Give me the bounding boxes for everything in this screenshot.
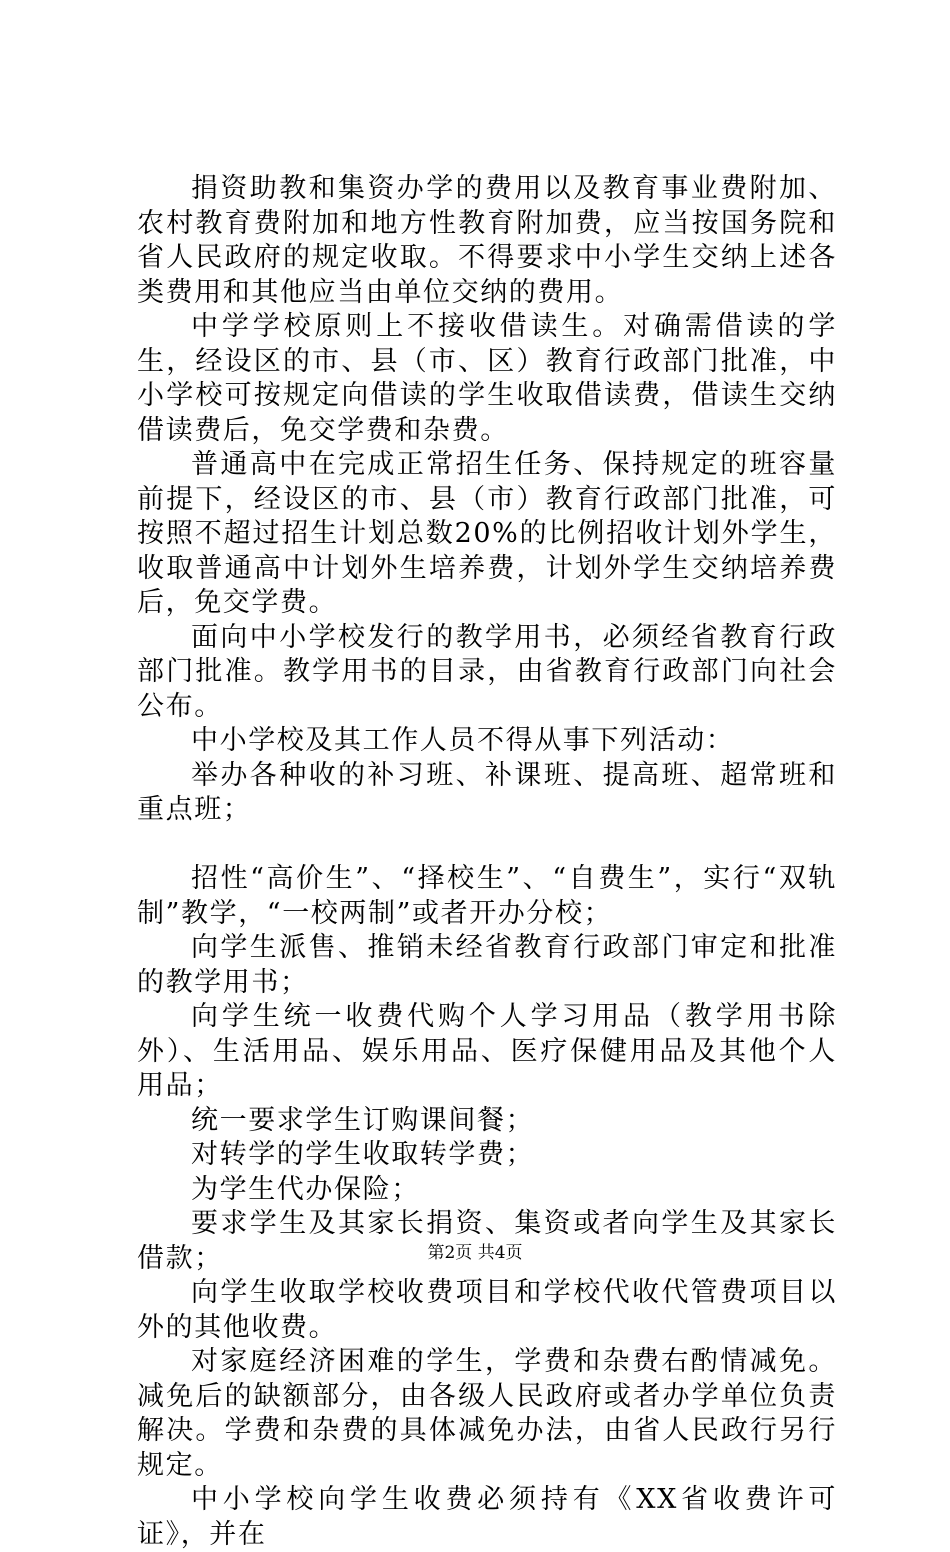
paragraph-fee-reduction: 对家庭经济困难的学生，学费和杂费右酌情减免。减免后的缺额部分，由各级人民政府或者办学单位负责解决。学费和杂费的具体减免办法，由省人民政行另行规定。	[137, 1346, 837, 1481]
document-body	[137, 172, 837, 1552]
paragraph-prohibited-transfer-fee: 对转学的学生收取转学费；	[191, 1139, 535, 1170]
paragraph-prohibited-intro: 中小学校及其工作人员不得从事下列活动：	[191, 725, 735, 756]
paragraph-high-school-quota: 普通高中在完成正常招生任务、保持规定的班容量前提下，经设区的市、县（市）教育行政部门批准，可按照不超过招生计划总数20%的比例招收计划外学生，收取普通高中计划外生培养费，计划外学生交纳培养费后，免交学费。	[137, 449, 837, 618]
paragraph-fees-collection: 捐资助教和集资办学的费用以及教育事业费附加、农村教育费附加和地方性教育附加费，应当按国务院和省人民政府的规定收取。不得要求中小学生交纳上述各类费用和其他应当由单位交纳的费用。	[137, 173, 837, 308]
paragraph-prohibited-donations: 要求学生及其家长捐资、集资或者向学生及其家长借款；	[137, 1208, 837, 1274]
paragraph-fee-license: 中小学校向学生收费必须持有《XX省收费许可证》，并在	[137, 1484, 837, 1550]
paragraph-prohibited-classes: 举办各种收的补习班、补课班、提高班、超常班和重点班；	[137, 759, 837, 825]
paragraph-prohibited-supplies: 向学生统一收费代购个人学习用品（教学用书除外）、生活用品、娱乐用品、医疗保健用品及其他个人用品；	[137, 1001, 837, 1101]
paragraph-prohibited-insurance: 为学生代办保险；	[191, 1173, 420, 1205]
blank-line	[137, 828, 837, 863]
paragraph-transfer-students: 中学学校原则上不接收借读生。对确需借读的学生，经设区的市、县（市、区）教育行政部门批准，中小学校可按规定向借读的学生收取借读费，借读生交纳借读费后，免交学费和杂费。	[137, 311, 837, 446]
page-number-footer: 第2页 共4页	[427, 1243, 523, 1263]
paragraph-prohibited-other-fees: 向学生收取学校收费项目和学校代收代管费项目以外的其他收费。	[137, 1277, 837, 1343]
paragraph-prohibited-book-sales: 向学生派售、推销未经省教育行政部门审定和批准的教学用书；	[137, 932, 837, 998]
paragraph-prohibited-meals: 统一要求学生订购课间餐；	[191, 1104, 535, 1136]
paragraph-teaching-books: 面向中小学校发行的教学用书，必须经省教育行政部门批准。教学用书的目录，由省教育行政部门向社会公布。	[137, 621, 837, 722]
paragraph-prohibited-admission: 招性“高价生”、“择校生”、“自费生”，实行“双轨制”教学，“一校两制”或者开办分校；	[137, 863, 837, 929]
